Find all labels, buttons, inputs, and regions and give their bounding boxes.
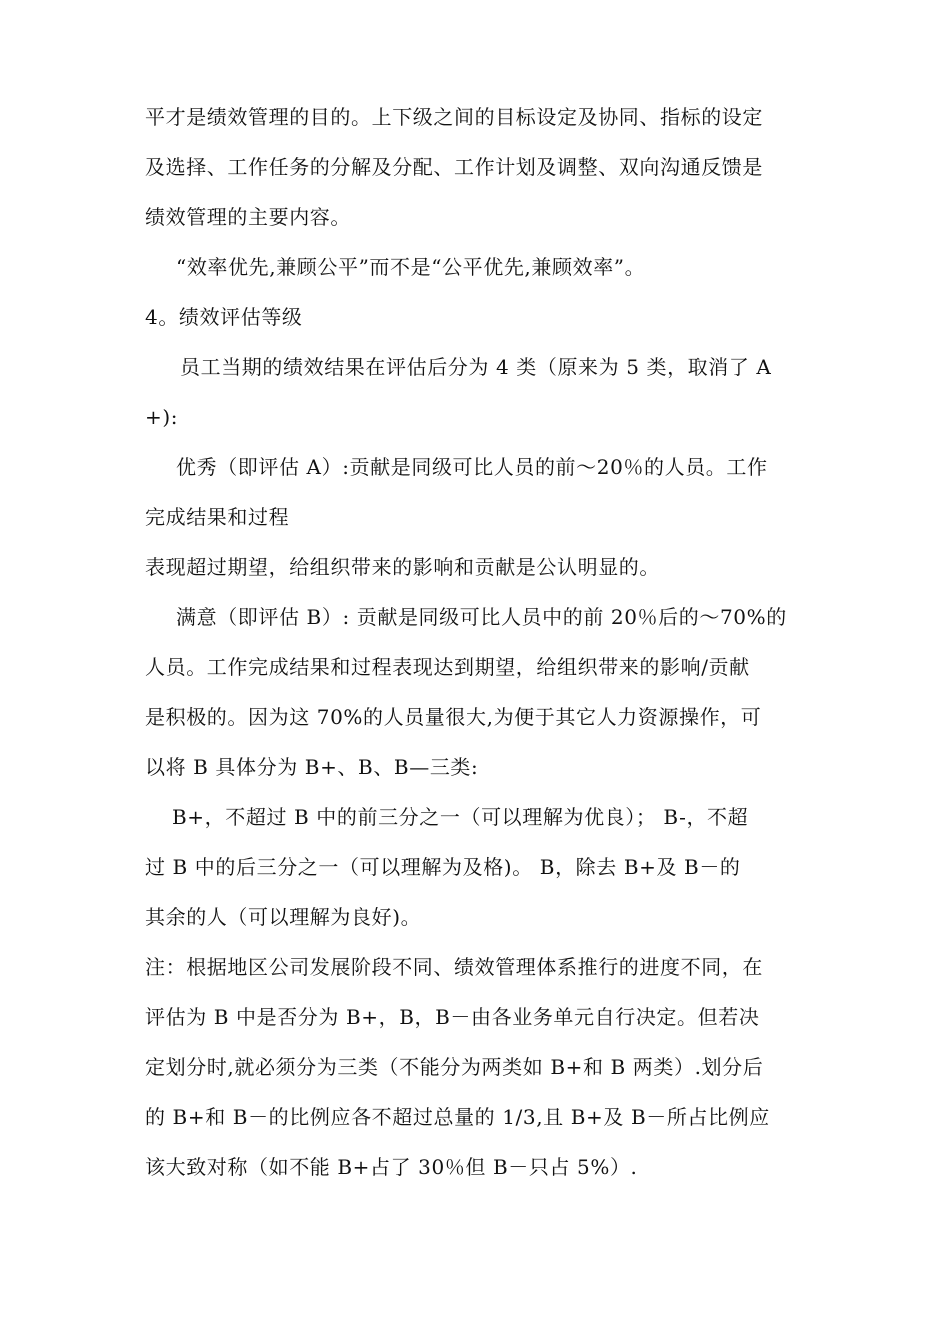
text-line: 及选择、工作任务的分解及分配、工作计划及调整、双向沟通反馈是 (145, 155, 763, 179)
text-line: 员工当期的绩效结果在评估后分为 4 类（原来为 5 类，取消了 A (180, 355, 772, 379)
text-line: 其余的人（可以理解为良好)。 (145, 905, 422, 929)
text-line: 人员。工作完成结果和过程表现达到期望，给组织带来的影响/贡献 (145, 655, 750, 679)
section-heading: 4。绩效评估等级 (145, 305, 303, 329)
text-line: 优秀（即评估 A）:贡献是同级可比人员的前～20％的人员。工作 (176, 455, 768, 479)
note-line: 注：根据地区公司发展阶段不同、绩效管理体系推行的进度不同，在 (145, 955, 763, 979)
text-line: +): (145, 405, 179, 429)
text-line: 绩效管理的主要内容。 (145, 205, 351, 229)
note-line: 的 B+和 B－的比例应各不超过总量的 1/3,且 B+及 B－所占比例应 (145, 1105, 770, 1129)
text-line: 以将 B 具体分为 B+、B、B—三类: (145, 755, 479, 779)
note-line: 定划分时,就必须分为三类（不能分为两类如 B+和 B 两类）.划分后 (145, 1055, 764, 1079)
text-line: B+，不超过 B 中的前三分之一（可以理解为优良）； B-，不超 (172, 805, 749, 829)
text-line: 是积极的。因为这 70%的人员量很大,为便于其它人力资源操作，可 (145, 705, 762, 729)
text-line: 表现超过期望，给组织带来的影响和贡献是公认明显的。 (145, 555, 660, 579)
note-line: 该大致对称（如不能 B+占了 30％但 B－只占 5%）. (145, 1155, 638, 1179)
note-line: 评估为 B 中是否分为 B+，B，B－由各业务单元自行决定。但若决 (145, 1005, 760, 1029)
text-line: 满意（即评估 B）: 贡献是同级可比人员中的前 20％后的～70%的 (176, 605, 787, 629)
text-line: 完成结果和过程 (145, 505, 290, 529)
text-line: “效率优先,兼顾公平”而不是“公平优先,兼顾效率”。 (176, 255, 646, 279)
text-line: 过 B 中的后三分之一（可以理解为及格)。 B，除去 B+及 B－的 (145, 855, 741, 879)
text-line: 平才是绩效管理的目的。上下级之间的目标设定及协同、指标的设定 (145, 105, 763, 129)
